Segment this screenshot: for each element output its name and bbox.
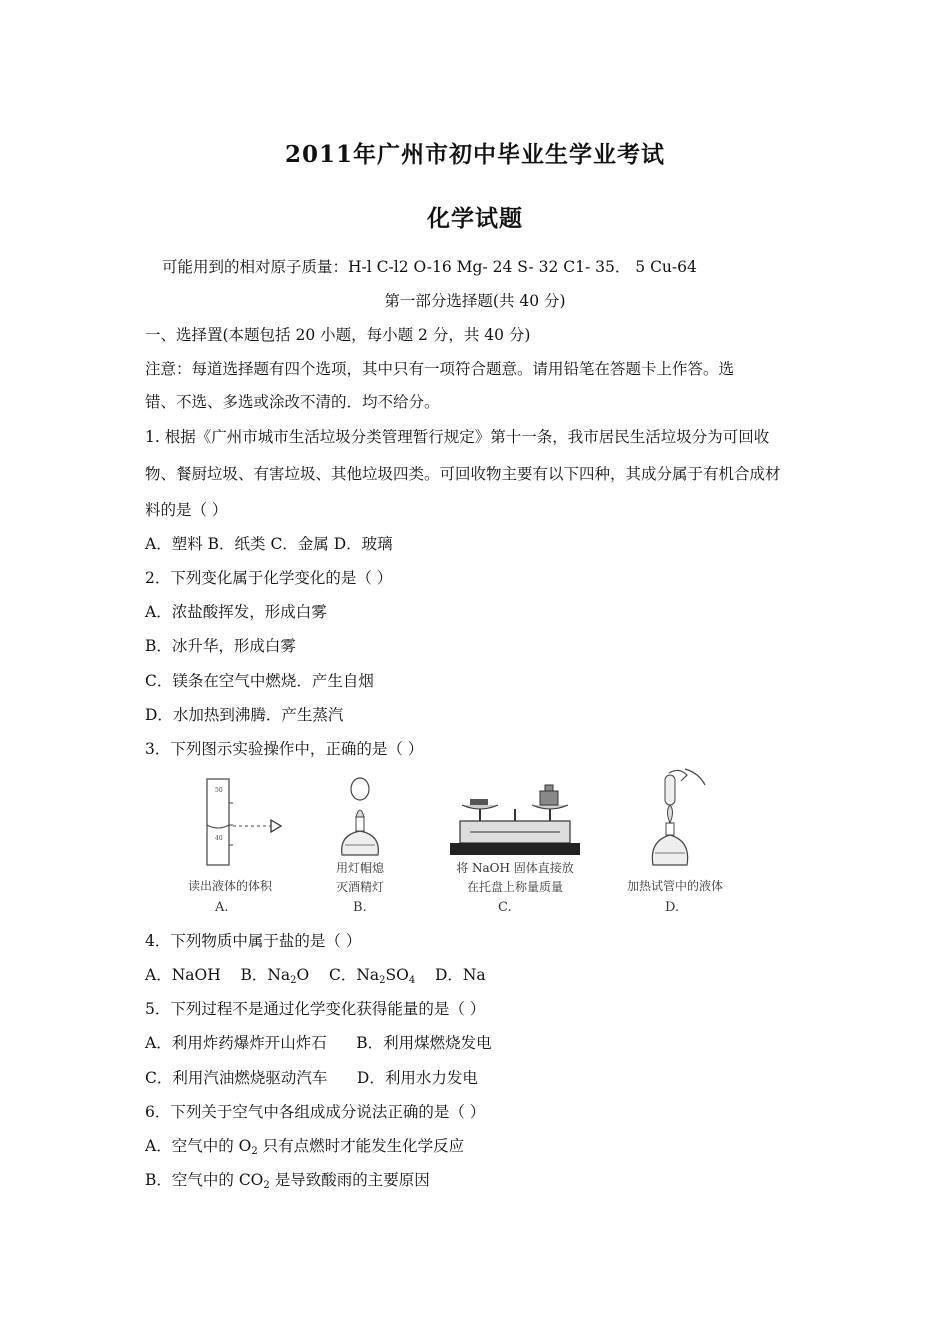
alcohol-lamp-icon [652, 835, 687, 865]
exam-title: 2011年广州市初中毕业生学业考试 [284, 141, 665, 168]
tick-label-50: 50 [215, 787, 223, 794]
balance-illustration [440, 765, 590, 865]
figure-d-letter: D. [665, 900, 680, 915]
q1-stem-3: 料的是（ ） [145, 501, 228, 519]
figure-b-letter: B. [353, 900, 367, 915]
q2-option-c: C．镁条在空气中燃烧．产生自烟 [145, 672, 374, 690]
q2-stem: 2．下列变化属于化学变化的是（ ） [145, 569, 393, 587]
figure-c-caption-2: 在托盘上称量质量 [466, 880, 563, 894]
q2-option-d: D．水加热到沸腾．产生蒸汽 [145, 706, 344, 724]
figure-d-heating-tube [615, 765, 735, 915]
part-heading: 第一部分选择题(共 40 分) [384, 292, 566, 310]
q5-options-ab: A．利用炸药爆炸开山炸石 B．利用煤燃烧发电 [145, 1034, 492, 1052]
heating-tube-illustration [615, 765, 735, 877]
figure-b-alcohol-lamp [325, 765, 395, 915]
tick-label-40: 40 [215, 835, 223, 842]
figure-a-caption: 读出液体的体积 [187, 879, 272, 893]
eye-icon [271, 820, 281, 832]
figure-a-reading-volume [175, 765, 285, 915]
note-line-1: 注意：每道选择题有四个选项，其中只有一项符合题意。请用铅笔在答题卡上作答。选 [145, 360, 735, 378]
q4-option-b: B．$Na_2O$ [240, 966, 310, 986]
q4-option-c: C．$Na_2SO_4$ [328, 966, 416, 986]
q4-options [145, 963, 486, 985]
q5-options-cd: C．利用汽油燃烧驱动汽车 D．利用水力发电 [145, 1069, 478, 1087]
lamp-cap-icon [351, 778, 369, 800]
figure-b-caption-2: 灭酒精灯 [335, 880, 384, 894]
q4-option-a: A．NaOH [145, 966, 221, 984]
q4-option-d: D．Na [434, 966, 486, 984]
q3-stem: 3．下列图示实验操作中，正确的是（ ） [145, 740, 424, 758]
naoh-solid-icon [470, 799, 488, 805]
atomic-masses: 可能用到的相对原子质量：H-l C-l2 O-16 Mg- 24 S- 32 C1- 35． 5 Cu-64 [162, 258, 697, 276]
note-line-2: 错、不选、多选或涂改不清的．均不给分。 [145, 393, 440, 411]
exam-subtitle: 化学试题 [427, 205, 523, 232]
figure-d-caption: 加热试管中的液体 [626, 879, 723, 893]
weight-icon [540, 791, 558, 805]
q2-option-a: A．浓盐酸挥发，形成白雾 [145, 603, 327, 621]
q6-option-b: B．空气中的 $CO_2$ 是导致酸雨的主要原因 [145, 1171, 430, 1191]
section-heading: 一、选择置(本题包括 20 小题，每小题 2 分，共 40 分) [145, 326, 531, 344]
test-tube-icon [665, 775, 675, 805]
q1-stem-1: 1. 根据《广州市城市生活垃圾分类管理暂行规定》第十一条，我市居民生活垃圾分为可回收 [145, 428, 770, 446]
cylinder-eye-illustration [175, 765, 285, 875]
figure-c-letter: C. [498, 900, 512, 915]
figure-a-letter: A. [215, 900, 229, 915]
q1-options: A．塑料 B．纸类 C．金属 D．玻璃 [145, 535, 393, 553]
figure-c-balance [440, 765, 590, 915]
alcohol-lamp-illustration [325, 765, 395, 865]
q6-stem: 6．下列关于空气中各组成成分说法正确的是（ ） [145, 1103, 486, 1121]
q6-option-a: A．空气中的 $O_2$ 只有点燃时才能发生化学反应 [145, 1137, 465, 1157]
q1-stem-2: 物、餐厨垃圾、有害垃圾、其他垃圾四类。可回收物主要有以下四种，其成分属于有机合成材 [145, 465, 781, 483]
q2-option-b: B．冰升华，形成白雾 [145, 637, 296, 655]
q4-stem: 4．下列物质中属于盐的是（ ） [145, 932, 362, 950]
figure-b-caption-1: 用灯帽熄 [335, 861, 384, 875]
q5-stem: 5．下列过程不是通过化学变化获得能量的是（ ） [145, 1000, 486, 1018]
figure-c-caption-1: 将 NaOH 固体直接放 [456, 861, 574, 875]
